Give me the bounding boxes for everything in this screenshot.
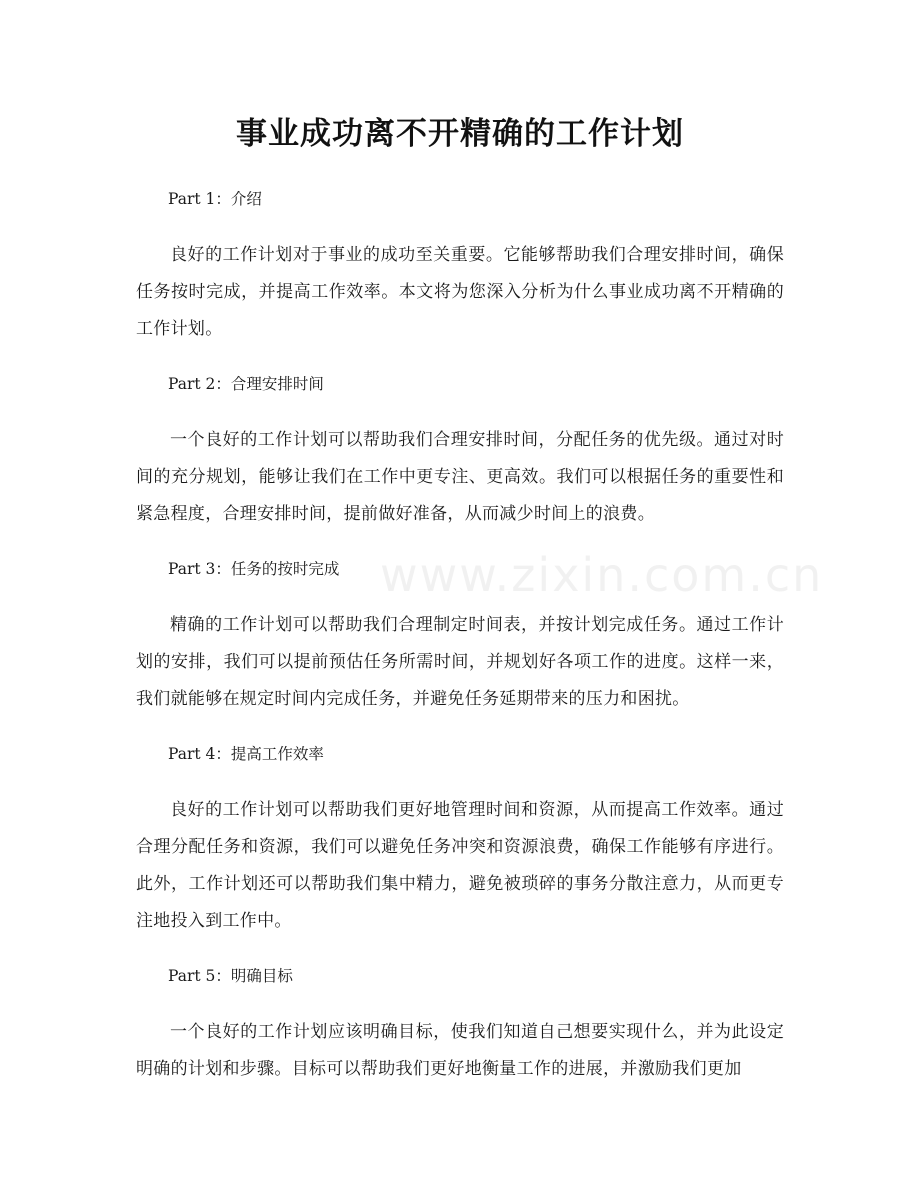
section-heading: Part 1：介绍 — [168, 190, 262, 208]
document-body — [136, 184, 784, 1109]
section-paragraph: 良好的工作计划对于事业的成功至关重要。它能够帮助我们合理安排时间，确保任务按时完成，并提高工作效率。本文将为您深入分析为什么事业成功离不开精确的工作计划。 — [136, 245, 784, 339]
section-paragraph: 精确的工作计划可以帮助我们合理制定时间表，并按计划完成任务。通过工作计划的安排，我们可以提前预估任务所需时间，并规划好各项工作的进度。这样一来，我们就能够在规定时间内完成任务，并避免任务延期带来的压力和困扰。 — [136, 615, 784, 709]
section-part-2 — [136, 369, 784, 533]
section-part-1 — [136, 184, 784, 348]
section-part-4 — [136, 739, 784, 940]
document-title: 事业成功离不开精确的工作计划 — [236, 116, 684, 152]
section-paragraph: 一个良好的工作计划可以帮助我们合理安排时间，分配任务的优先级。通过对时间的充分规划，能够让我们在工作中更专注、更高效。我们可以根据任务的重要性和紧急程度，合理安排时间，提前做好准备，从而减少时间上的浪费。 — [136, 430, 784, 524]
section-heading: Part 3：任务的按时完成 — [168, 560, 340, 578]
section-heading: Part 5：明确目标 — [168, 967, 293, 985]
section-heading: Part 4：提高工作效率 — [168, 745, 324, 763]
section-part-3 — [136, 554, 784, 718]
section-heading: Part 2：合理安排时间 — [168, 375, 324, 393]
section-part-5 — [136, 961, 784, 1088]
section-paragraph: 良好的工作计划可以帮助我们更好地管理时间和资源，从而提高工作效率。通过合理分配任务和资源，我们可以避免任务冲突和资源浪费，确保工作能够有序进行。此外，工作计划还可以帮助我们集中精力，避免被琐碎的事务分散注意力，从而更专注地投入到工作中。 — [136, 800, 784, 931]
section-paragraph: 一个良好的工作计划应该明确目标，使我们知道自己想要实现什么，并为此设定明确的计划和步骤。目标可以帮助我们更好地衡量工作的进展，并激励我们更加 — [136, 1022, 784, 1079]
watermark: www.zixin.com.cn — [380, 548, 824, 602]
